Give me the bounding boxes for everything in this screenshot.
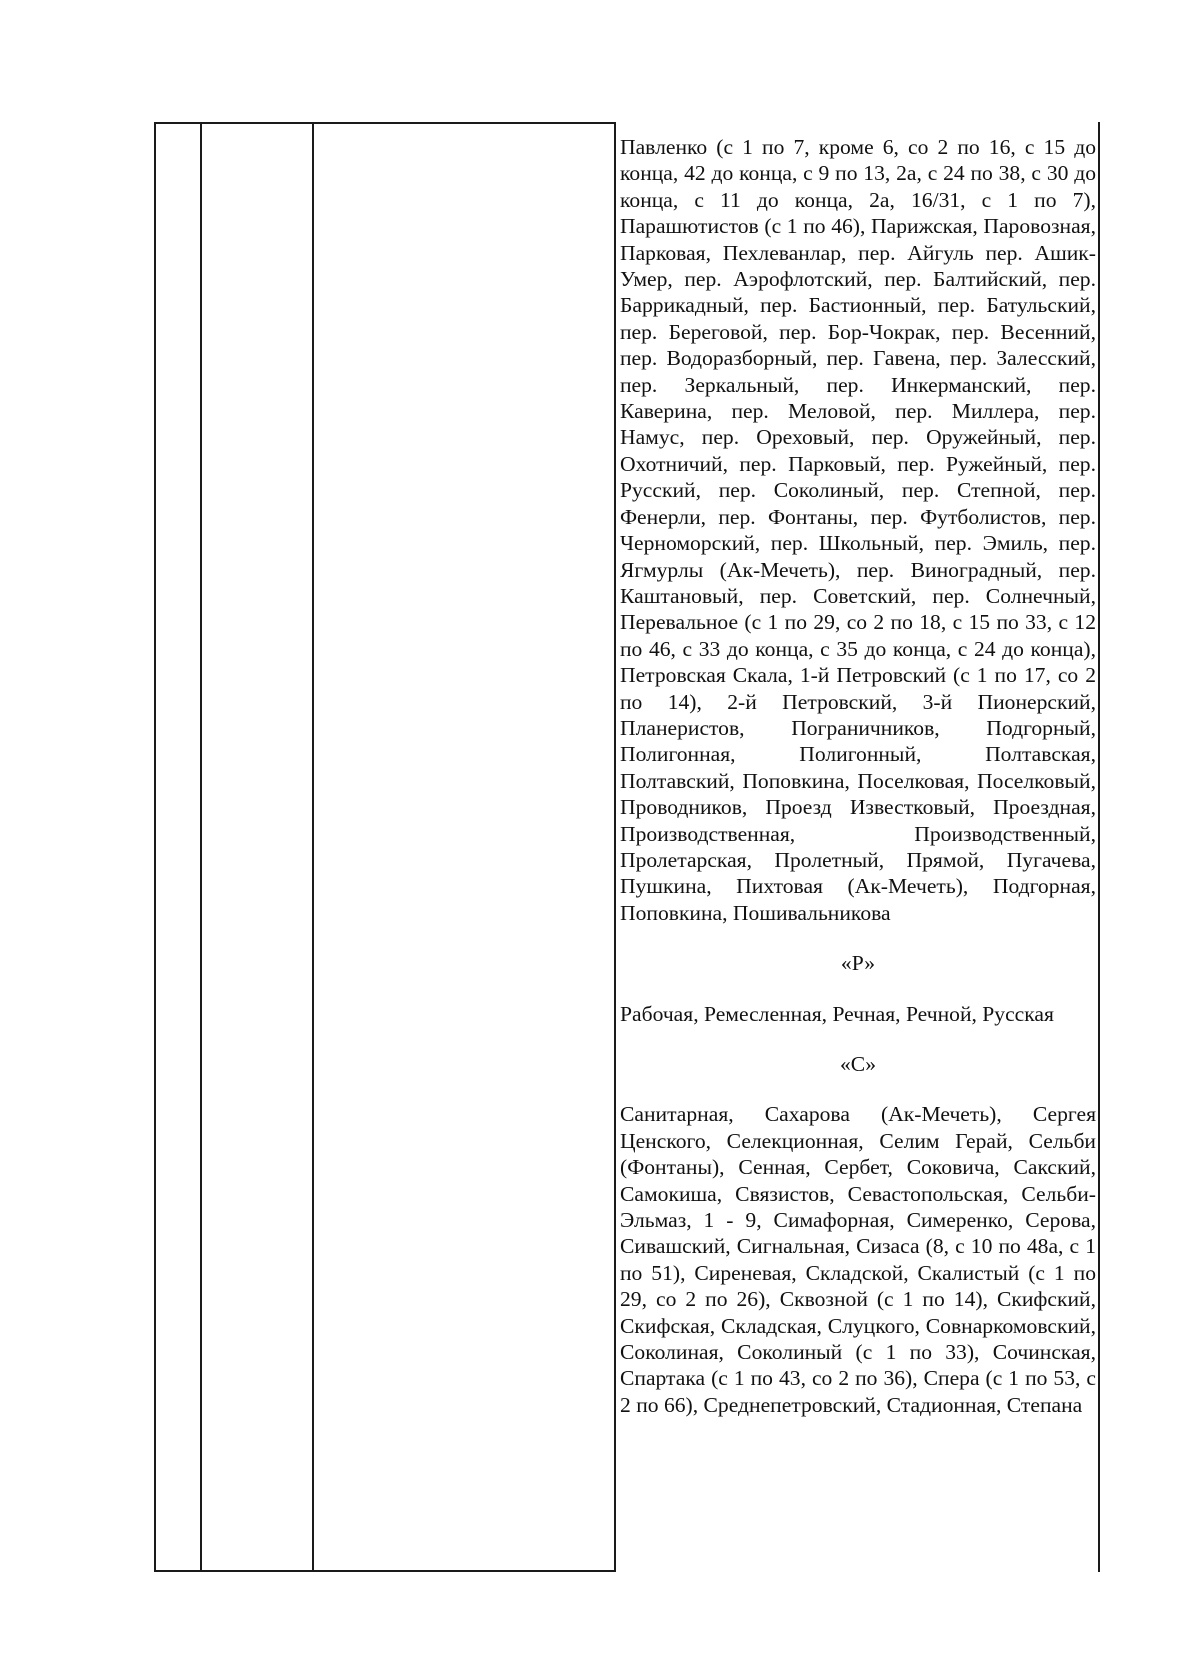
letter-heading-s: «С» (840, 1052, 876, 1076)
table-col-border-4 (614, 122, 616, 1572)
streets-s: Санитарная, Сахарова (Ак-Мечеть), Сергея Ценского, Селекционная, Селим Герай, Сельби (Фонтаны), Сенная, Сербет, Соковича, Сакский, Самокиша, Связистов, Севастопольская, Сельби-Эльмаз, 1 - 9, Симафорная, Симеренко, Серова, Сивашский, Сигнальная, Сизаса (8, с 10 по 48а, с 1 по 51), Сиреневая, Складской, Скалистый (с 1 по 29, со 2 по 26), Сквозной (с 1 по 14), Скифский, Скифская, Складская, Слуцкого, Совнаркомовский, Соколиная, Соколиный (с 1 по 33), Сочинская, Спартака (с 1 по 43, со 2 по 36), Спера (с 1 по 53, с 2 по 66), Среднепетровский, Стадионная, Степана (620, 1102, 1096, 1417)
street-list-cell (620, 134, 1096, 1418)
table-col-border-2 (200, 122, 202, 1572)
table-col-border-3 (312, 122, 314, 1572)
table-col-border-5 (1098, 122, 1100, 1572)
table-col-border-1 (154, 122, 156, 1572)
table-bottom-border (154, 1570, 616, 1572)
streets-r: Рабочая, Ремесленная, Речная, Речной, Русская (620, 1001, 1054, 1026)
streets-p: Павленко (с 1 по 7, кроме 6, со 2 по 16, с 15 до конца, 42 до конца, с 9 по 13, 2а, с 24 по 38, с 30 до конца, с 11 до конца, 2а, 16/31, с 1 по 7), Парашютистов (с 1 по 46), Парижская, Паровозная, Парковая, Пехлеванлар, пер. Айгуль пер. Ашик-Умер, пер. Аэрофлотский, пер. Балтийский, пер. Баррикадный, пер. Бастионный, пер. Батульский, пер. Береговой, пер. Бор-Чокрак, пер. Весенний, пер. Водоразборный, пер. Гавена, пер. Залесский, пер. Зеркальный, пер. Инкерманский, пер. Каверина, пер. Меловой, пер. Миллера, пер. Намус, пер. Ореховый, пер. Оружейный, пер. Охотничий, пер. Парковый, пер. Ружейный, пер. Русский, пер. Соколиный, пер. Степной, пер. Фенерли, пер. Фонтаны, пер. Футболистов, пер. Черноморский, пер. Школьный, пер. Эмиль, пер. Ягмурлы (Ак-Мечеть), пер. Виноградный, пер. Каштановый, пер. Советский, пер. Солнечный, Перевальное (с 1 по 29, со 2 по 18, с 15 по 33, с 12 по 46, с 33 до конца, с 35 до конца, с 24 до конца), Петровская Скала, 1-й Петровский (с 1 по 17, со 2 по 14), 2-й Петровский, 3-й Пионерский, Планеристов, Пограничников, Подгорный, Полигонная, Полигонный, Полтавская, Полтавский, Поповкина, Поселковая, Поселковый, Проводников, Проезд Известковый, Проездная, Производственная, Производственный, Пролетарская, Пролетный, Прямой, Пугачева, Пушкина, Пихтовая (Ак-Мечеть), Подгорная, Поповкина, Пошивальникова (620, 135, 1096, 925)
letter-heading-r: «Р» (840, 951, 876, 976)
table-top-border (154, 122, 616, 124)
